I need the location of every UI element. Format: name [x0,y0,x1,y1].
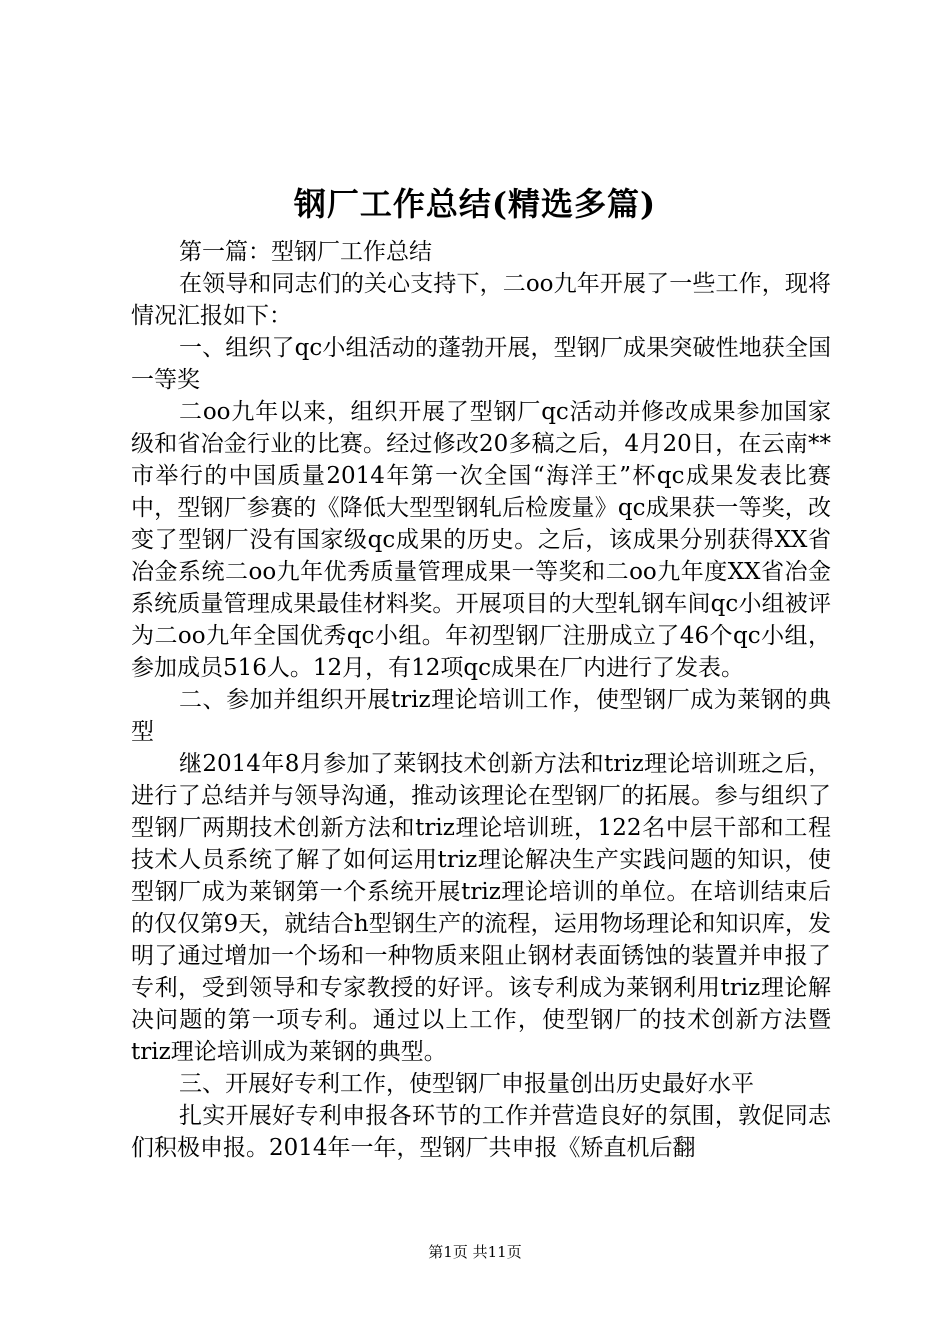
section-three-heading: 三、开展好专利工作，使型钢厂申报量创出历史最好水平 [179,1071,754,1097]
document-title: 钢厂工作总结(精选多篇) [293,185,657,223]
section-one-heading: 一、组织了qc小组活动的蓬勃开展，型钢厂成果突破性地获全国一等奖 [131,335,831,393]
section-two-heading: 二、参加并组织开展triz理论培训工作，使型钢厂成为莱钢的典型 [131,687,831,745]
page-footer: 第1页 共11页 [428,1243,522,1261]
section-one-paragraph: 二oo九年以来，组织开展了型钢厂qc活动并修改成果参加国家级和省冶金行业的比赛。经过修改20多稿之后，4月20日，在云南**市举行的中国质量2014年第一次全国“海洋王”杯qc成果发表比赛中，型钢厂参赛的《降低大型型钢轧后检废量》qc成果获一等奖，改变了型钢厂没有国家级qc成果的历史。之后，该成果分别获得XX省冶金系统二oo九年优秀质量管理成果一等奖和二oo九年度XX省冶金系统质量管理成果最佳材料奖。开展项目的大型轧钢车间qc小组被评为二oo九年全国优秀qc小组。年初型钢厂注册成立了46个qc小组，参加成员516人。12月，有12项qc成果在厂内进行了发表。 [131,399,831,681]
section-heading: 第一篇：型钢厂工作总结 [179,239,432,265]
section-three-paragraph: 扎实开展好专利申报各环节的工作并营造良好的氛围，敦促同志们积极申报。2014年一年，型钢厂共申报《矫直机后翻 [131,1103,831,1161]
section-two-paragraph: 继2014年8月参加了莱钢技术创新方法和triz理论培训班之后，进行了总结并与领导沟通，推动该理论在型钢厂的拓展。参与组织了型钢厂两期技术创新方法和triz理论培训班，122名中层干部和工程技术人员系统了解了如何运用triz理论解决生产实践问题的知识，使型钢厂成为莱钢第一个系统开展triz理论培训的单位。在培训结束后的仅仅第9天，就结合h型钢生产的流程，运用物场理论和知识库，发明了通过增加一个场和一种物质来阻止钢材表面锈蚀的装置并申报了专利，受到领导和专家教授的好评。该专利成为莱钢利用triz理论解决问题的第一项专利。通过以上工作，使型钢厂的技术创新方法暨triz理论培训成为莱钢的典型。 [131,751,831,1065]
document-body [131,236,831,1164]
intro-paragraph: 在领导和同志们的关心支持下，二oo九年开展了一些工作，现将情况汇报如下： [131,271,831,329]
